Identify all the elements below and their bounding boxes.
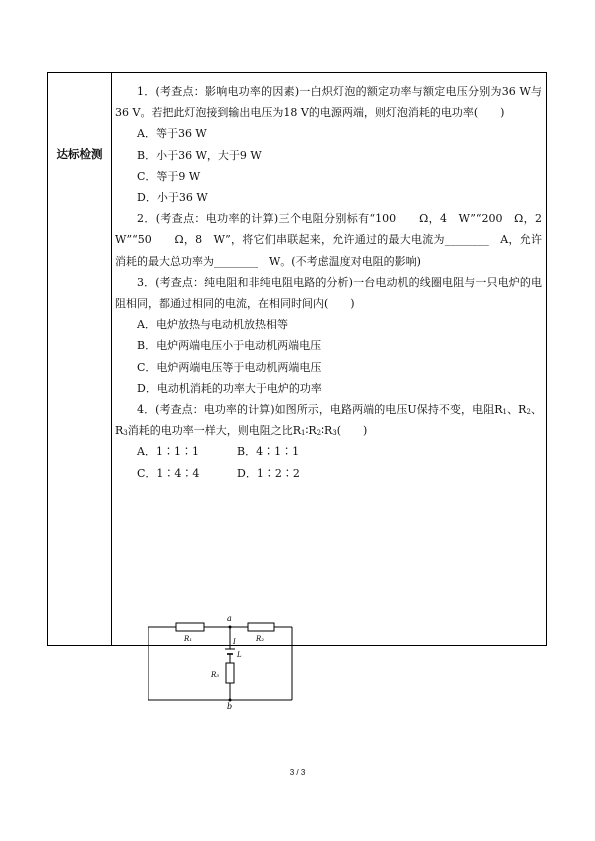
resistor-r3 <box>226 663 234 683</box>
q4-stem: 4．(考查点：电功率的计算)如图所示，电路两端的电压U保持不变，电阻$R_1$、$R_2$、$R_3$消耗的电功率一样大，则电阻之比$R_1∶R_2∶R_3$( ) <box>115 403 542 438</box>
q4-option-d: D．1∶2∶2 <box>237 466 300 480</box>
resistor-r1 <box>176 623 204 631</box>
q4-option-b: B．4∶1∶1 <box>237 445 300 459</box>
questions-cell <box>115 81 553 484</box>
node-a-label: a <box>227 614 232 623</box>
q3-option-b: B．电炉两端电压小于电动机两端电压 <box>137 339 322 353</box>
resistor-r2 <box>248 623 274 631</box>
element-l-label: L <box>237 651 242 659</box>
q1-option-d: D．小于36 W <box>137 191 208 205</box>
q3-option-a: A．电炉放热与电动机放热相等 <box>137 318 288 332</box>
r1-label: R₁ <box>184 635 193 643</box>
q4-options-row-1 <box>115 441 542 462</box>
q3-option-d: D．电动机消耗的功率大于电炉的功率 <box>137 381 322 395</box>
page-number: 3 / 3 <box>289 768 306 777</box>
q4-option-c: C．1∶4∶4 <box>137 466 200 480</box>
q1-stem: 1．(考查点：影响电功率的因素)一白炽灯泡的额定功率与额定电压分别为36 W与36 V。若把此灯泡接到输出电压为18 V的电源两端，则灯泡消耗的电功率( ) <box>115 85 542 120</box>
section-label: 达标检测 <box>56 147 103 161</box>
q4-options-row-2 <box>115 463 542 484</box>
q3-option-c: C．电炉两端电压等于电动机两端电压 <box>137 360 322 374</box>
circuit-diagram <box>148 613 298 709</box>
r3-label: R₃ <box>211 671 220 679</box>
r2-label: R₂ <box>256 635 265 643</box>
q1-option-c: C．等于9 W <box>137 169 201 183</box>
node-a-dot <box>229 626 232 629</box>
q4-option-a: A．1∶1∶1 <box>137 445 199 459</box>
current-label: I <box>233 638 236 646</box>
q1-option-a: A．等于36 W <box>137 127 207 141</box>
column-divider <box>111 73 112 645</box>
q1-option-b: B．小于36 W，大于9 W <box>137 148 262 162</box>
q3-stem: 3．(考查点：纯电阻和非纯电阻电路的分析)一台电动机的线圈电阻与一只电炉的电阻相同，都通过相同的电流，在相同时间内( ) <box>115 275 542 311</box>
node-b-label: b <box>227 702 233 709</box>
exercise-table <box>47 72 553 709</box>
q2-stem: 2．(考查点：电功率的计算)三个电阻分别标有“100 Ω，4 W”“200 Ω，2 W”“50 Ω，8 W”，将它们串联起来，允许通过的最大电流为________ A，允许消耗的最大总功率为________ W。(不考虑温度对电阻的影响) <box>115 212 553 268</box>
